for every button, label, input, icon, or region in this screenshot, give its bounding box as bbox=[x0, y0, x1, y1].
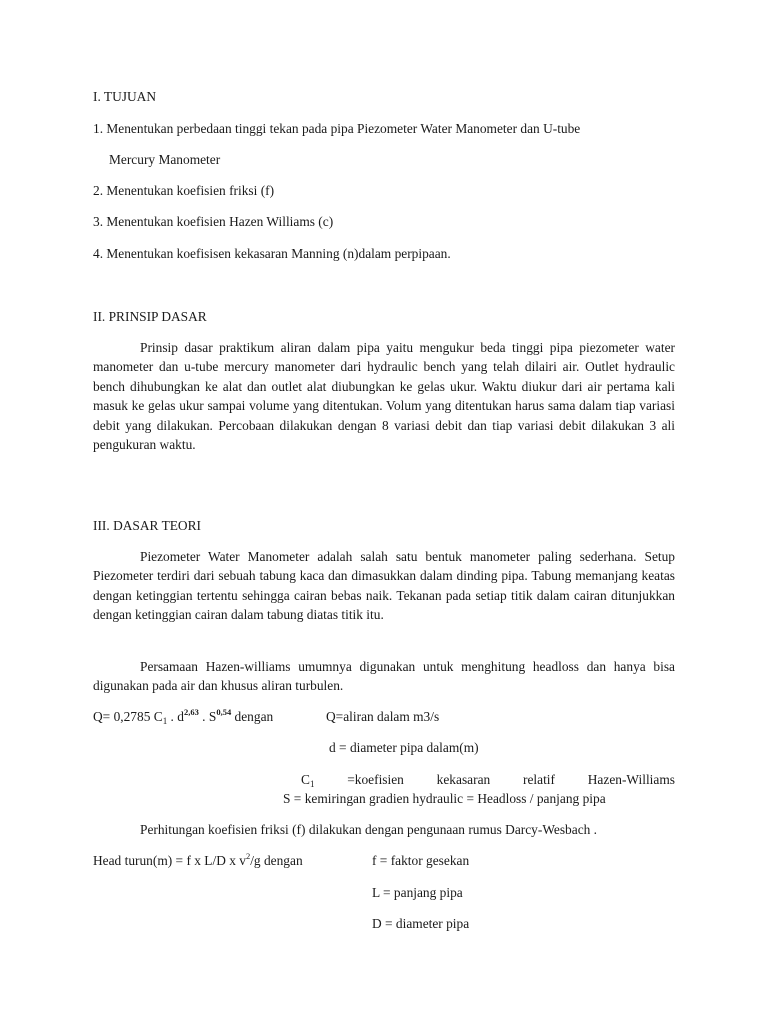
definition-s: S = kemiringan gradien hydraulic = Headloss / panjang pipa bbox=[283, 791, 606, 806]
paragraph-hazen-williams bbox=[93, 657, 675, 696]
definition-f: f = faktor gesekan bbox=[372, 853, 470, 868]
list-item: 3. Menentukan koefisien Hazen Williams (c) bbox=[93, 214, 334, 229]
section-heading-prinsip-dasar: II. PRINSIP DASAR bbox=[93, 309, 207, 324]
definition-q: Q=aliran dalam m3/s bbox=[326, 709, 440, 724]
paragraph-text: Persamaan Hazen-williams umumnya digunakan untuk menghitung headloss dan hanya bisa digunakan pada air dan khusus aliran turbulen. bbox=[93, 659, 675, 694]
list-item-continuation: Mercury Manometer bbox=[109, 152, 221, 167]
c1-symbol: $C_1$ bbox=[301, 772, 315, 789]
hazen-williams-formula: Q= 0,2785 $C_1$ . $d^{2,63}$ . S$^{0,54}$ dengan bbox=[93, 707, 274, 726]
list-item: 1. Menentukan perbedaan tinggi tekan pada pipa Piezometer Water Manometer dan U-tube bbox=[93, 121, 581, 136]
section-heading-tujuan: I. TUJUAN bbox=[93, 89, 156, 104]
paragraph-prinsip-dasar bbox=[93, 338, 675, 454]
paragraph-darcy-weisbach: Perhitungan koefisien friksi (f) dilakukan dengan pengunaan rumus Darcy-Wesbach . bbox=[140, 822, 598, 837]
section-heading-dasar-teori: III. DASAR TEORI bbox=[93, 518, 201, 533]
definition-d: d = diameter pipa dalam(m) bbox=[329, 740, 479, 755]
paragraph-text: Prinsip dasar praktikum aliran dalam pipa yaitu mengukur beda tinggi pipa piezometer water manometer dan u-tube mercury manometer dari hydraulic bench yang telah dilairi air. Outlet hydraulic bench dihubungkan ke alat dan outlet alat diubungkan ke gelas ukur. Waktu diukur dari air pertama kali masuk ke gelas ukur sampai volume yang ditentukan. Volum yang ditentukan harus sama dalam tiap variasi debit yang dilakukan. Percobaan dilakukan dengan 8 variasi debit dan tiap variasi debit dilakukan 3 ali pengukuran waktu. bbox=[93, 340, 675, 453]
definition-c1: $C_1$ =koefisien kekasaran relatif Hazen-Williams bbox=[301, 772, 675, 789]
list-item: 2. Menentukan koefisien friksi (f) bbox=[93, 183, 275, 198]
definition-diameter: D = diameter pipa bbox=[372, 916, 470, 931]
paragraph-piezometer bbox=[93, 547, 675, 625]
paragraph-text: Piezometer Water Manometer adalah salah satu bentuk manometer paling sederhana. Setup Piezometer terdiri dari sebuah tabung kaca dan dimasukkan dalam dinding pipa. Tabung memanjang keatas dengan ketinggian tertentu sehingga cairan bebas naik. Tekanan pada setiap titik dalam cairan ditunjukkan dengan ketinggian cairan dalam tabung diatas titik itu. bbox=[93, 549, 675, 623]
list-item: 4. Menentukan koefisisen kekasaran Manning (n)dalam perpipaan. bbox=[93, 246, 451, 261]
definition-l: L = panjang pipa bbox=[372, 885, 463, 900]
darcy-weisbach-formula: Head turun(m) = f x L/D x $v^2/g$ dengan bbox=[93, 851, 303, 868]
